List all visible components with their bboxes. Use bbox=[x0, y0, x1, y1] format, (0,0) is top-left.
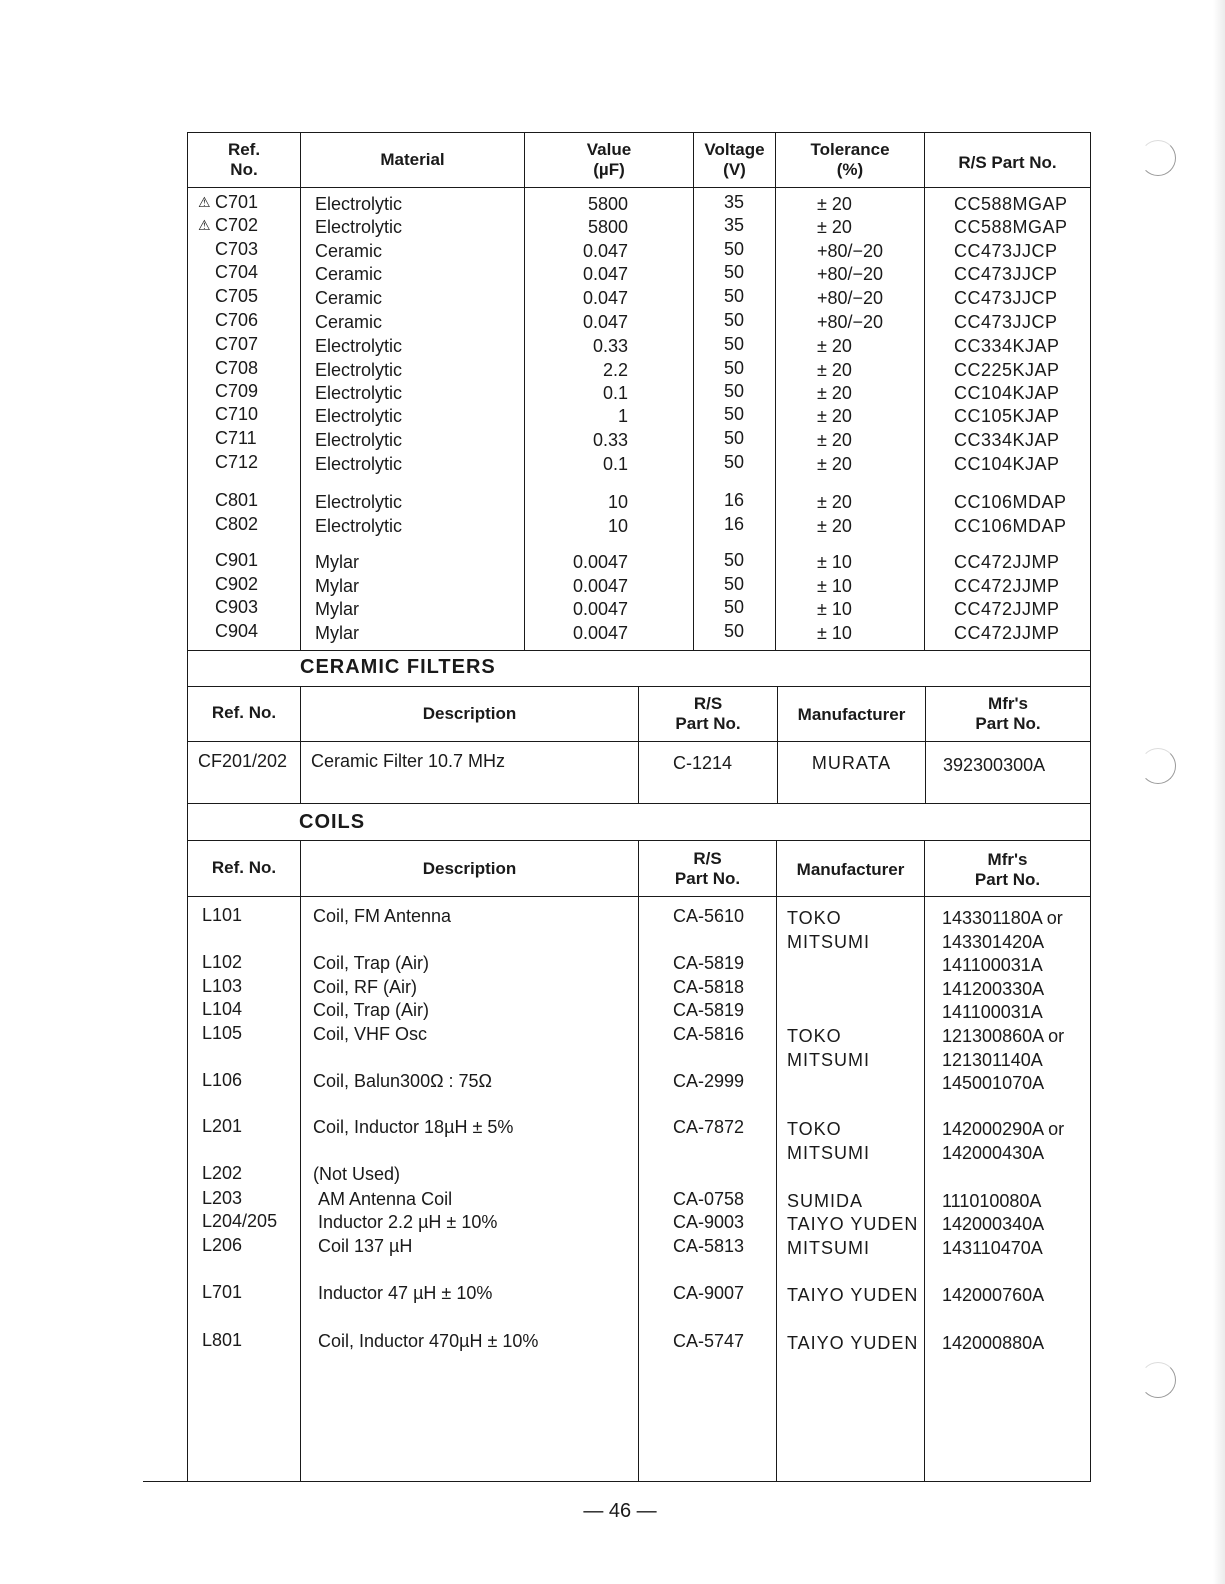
cap-voltage: 50 bbox=[723, 381, 745, 401]
cf-header-description: Description bbox=[422, 704, 517, 723]
coil-manufacturer: TOKO bbox=[787, 908, 842, 928]
cap-part-no: CC106MDAP bbox=[954, 492, 1067, 512]
coil-ref: L101 bbox=[202, 905, 243, 925]
header-material: Material bbox=[380, 150, 445, 169]
cf-header-ref-no: Ref. No. bbox=[211, 703, 277, 722]
cap-tolerance: ± 20 bbox=[817, 492, 852, 512]
cap-material: Mylar bbox=[315, 623, 359, 643]
cap-value: 10 bbox=[607, 516, 628, 536]
page-number: — 46 — bbox=[583, 1500, 657, 1522]
coil-part-no: CA-5813 bbox=[673, 1236, 745, 1256]
cap-voltage: 50 bbox=[723, 404, 745, 424]
coil-mfr-part-no: 142000290A or bbox=[942, 1119, 1065, 1139]
cap-ref: C701 bbox=[215, 192, 259, 212]
cf-header-manufacturer: Manufacturer bbox=[797, 705, 906, 724]
cap-voltage: 16 bbox=[723, 490, 745, 510]
coil-manufacturer: TAIYO YUDEN bbox=[787, 1333, 919, 1353]
cap-tolerance: ± 10 bbox=[817, 576, 852, 596]
cap-value: 0.047 bbox=[582, 312, 628, 332]
cap-voltage: 50 bbox=[723, 621, 745, 641]
coil-mfr-part-no: 141200330A bbox=[942, 979, 1045, 999]
coil-manufacturer: TOKO bbox=[787, 1119, 842, 1139]
section-title-ceramic-filters: CERAMIC FILTERS bbox=[300, 656, 496, 678]
cap-ref: C712 bbox=[215, 452, 259, 472]
page-edge-shadow bbox=[1213, 0, 1225, 1584]
coil-ref: L701 bbox=[202, 1282, 243, 1302]
coil-manufacturer: TAIYO YUDEN bbox=[787, 1285, 919, 1305]
coil-part-no: CA-7872 bbox=[673, 1117, 745, 1137]
coil-description: (Not Used) bbox=[313, 1164, 401, 1184]
cap-ref: C711 bbox=[215, 428, 257, 448]
cap-tolerance: ± 20 bbox=[817, 336, 852, 356]
cap-tolerance: +80/−20 bbox=[817, 241, 884, 261]
coil-mfr-part-no: 141100031A bbox=[942, 1002, 1043, 1022]
cap-part-no: CC472JJMP bbox=[954, 623, 1060, 643]
cap-part-no: CC473JJCP bbox=[954, 264, 1058, 284]
cap-ref: C708 bbox=[215, 358, 259, 378]
coil-ref: L204/205 bbox=[202, 1211, 278, 1231]
coil-header-description: Description bbox=[422, 859, 517, 878]
warning-triangle-icon: ⚠ bbox=[198, 217, 211, 233]
coil-description: Coil, Inductor 470µH ± 10% bbox=[318, 1331, 539, 1351]
cap-ref: C702 bbox=[215, 215, 259, 235]
cf-header-mfr-part-no: Mfr's Part No. bbox=[975, 694, 1041, 733]
cap-ref: C706 bbox=[215, 310, 259, 330]
cap-part-no: CC472JJMP bbox=[954, 552, 1060, 572]
coil-description: Coil 137 µH bbox=[318, 1236, 413, 1256]
binder-hole bbox=[1140, 1362, 1176, 1398]
coil-mfr-part-no: 111010080A bbox=[942, 1191, 1042, 1211]
cap-part-no: CC472JJMP bbox=[954, 576, 1060, 596]
cap-voltage: 35 bbox=[723, 215, 745, 235]
coil-description: Inductor 47 µH ± 10% bbox=[318, 1283, 493, 1303]
coil-mfr-part-no: 145001070A bbox=[942, 1073, 1045, 1093]
coil-header-ref-no: Ref. No. bbox=[211, 858, 277, 877]
binder-hole bbox=[1140, 140, 1176, 176]
cap-material: Electrolytic bbox=[315, 360, 403, 380]
cap-voltage: 50 bbox=[723, 574, 745, 594]
cap-ref: C802 bbox=[215, 514, 259, 534]
coil-part-no: CA-5819 bbox=[673, 1000, 745, 1020]
cap-part-no: CC104KJAP bbox=[954, 454, 1060, 474]
header-value: Value (µF) bbox=[586, 140, 632, 179]
cap-tolerance: ± 10 bbox=[817, 552, 852, 572]
cap-material: Electrolytic bbox=[315, 406, 403, 426]
cap-material: Electrolytic bbox=[315, 454, 403, 474]
coil-mfr-part-no: 143301420A bbox=[942, 932, 1045, 952]
coil-description: Coil, Balun300Ω : 75Ω bbox=[313, 1071, 493, 1091]
cap-tolerance: ± 20 bbox=[817, 516, 852, 536]
coil-header-manufacturer: Manufacturer bbox=[796, 860, 905, 879]
cap-material: Mylar bbox=[315, 552, 359, 572]
coil-manufacturer: MITSUMI bbox=[787, 1050, 870, 1070]
cap-ref: C703 bbox=[215, 239, 259, 259]
warning-triangle-icon: ⚠ bbox=[198, 194, 211, 210]
coil-ref: L203 bbox=[202, 1188, 243, 1208]
cap-material: Electrolytic bbox=[315, 194, 403, 214]
cap-value: 2.2 bbox=[602, 360, 628, 380]
cap-material: Mylar bbox=[315, 576, 359, 596]
coil-ref: L105 bbox=[202, 1023, 243, 1043]
coil-manufacturer: SUMIDA bbox=[787, 1191, 864, 1211]
cap-ref: C709 bbox=[215, 381, 259, 401]
cap-voltage: 50 bbox=[723, 334, 745, 354]
cap-voltage: 50 bbox=[723, 310, 745, 330]
coil-mfr-part-no: 121300860A or bbox=[942, 1026, 1065, 1046]
coil-description: Coil, RF (Air) bbox=[313, 977, 417, 997]
cap-voltage: 35 bbox=[723, 192, 745, 212]
cap-material: Electrolytic bbox=[315, 383, 403, 403]
cap-tolerance: ± 10 bbox=[817, 599, 852, 619]
coil-mfr-part-no: 142000340A bbox=[942, 1214, 1045, 1234]
cap-part-no: CC473JJCP bbox=[954, 312, 1058, 332]
coil-header-part-no: R/S Part No. bbox=[674, 849, 741, 888]
cap-ref: C705 bbox=[215, 286, 259, 306]
header-tolerance: Tolerance (%) bbox=[810, 140, 890, 179]
coil-part-no: CA-5818 bbox=[673, 977, 745, 997]
coil-ref: L206 bbox=[202, 1235, 243, 1255]
coil-mfr-part-no: 142000880A bbox=[942, 1333, 1045, 1353]
cap-tolerance: ± 20 bbox=[817, 406, 852, 426]
cap-part-no: CC334KJAP bbox=[954, 430, 1060, 450]
cap-ref: C710 bbox=[215, 404, 259, 424]
section-title-coils: COILS bbox=[299, 811, 366, 833]
coil-ref: L103 bbox=[202, 976, 243, 996]
cap-value: 0.1 bbox=[602, 383, 628, 403]
coil-mfr-part-no: 142000430A bbox=[942, 1143, 1045, 1163]
cap-value: 0.0047 bbox=[572, 576, 628, 596]
cf-ref: CF201/202 bbox=[198, 751, 288, 771]
cap-tolerance: ± 20 bbox=[817, 217, 852, 237]
cap-tolerance: +80/−20 bbox=[817, 288, 884, 308]
cap-part-no: CC225KJAP bbox=[954, 360, 1060, 380]
header-ref-no: Ref. No. bbox=[227, 140, 261, 179]
cap-part-no: CC472JJMP bbox=[954, 599, 1060, 619]
cap-part-no: CC473JJCP bbox=[954, 288, 1058, 308]
cap-material: Electrolytic bbox=[315, 492, 403, 512]
coil-description: Coil, Trap (Air) bbox=[313, 953, 430, 973]
cf-mfr-part-no: 392300300A bbox=[943, 755, 1046, 775]
cap-material: Electrolytic bbox=[315, 430, 403, 450]
cap-voltage: 50 bbox=[723, 597, 745, 617]
header-voltage: Voltage (V) bbox=[704, 140, 765, 179]
coil-manufacturer: TOKO bbox=[787, 1026, 842, 1046]
coil-ref: L801 bbox=[202, 1330, 243, 1350]
cap-value: 0.1 bbox=[602, 454, 628, 474]
cap-part-no: CC104KJAP bbox=[954, 383, 1060, 403]
cap-value: 0.0047 bbox=[572, 552, 628, 572]
cap-material: Ceramic bbox=[315, 312, 383, 332]
coil-part-no: CA-9003 bbox=[673, 1212, 745, 1232]
cap-value: 10 bbox=[607, 492, 628, 512]
coil-mfr-part-no: 143110470A bbox=[942, 1238, 1043, 1258]
cap-voltage: 50 bbox=[723, 286, 745, 306]
cap-part-no: CC334KJAP bbox=[954, 336, 1060, 356]
coil-part-no: CA-5610 bbox=[673, 906, 745, 926]
cap-part-no: CC473JJCP bbox=[954, 241, 1058, 261]
coil-part-no: CA-5816 bbox=[673, 1024, 745, 1044]
cap-ref: C901 bbox=[215, 550, 259, 570]
cap-tolerance: ± 20 bbox=[817, 454, 852, 474]
cap-ref: C902 bbox=[215, 574, 259, 594]
coil-description: Coil, VHF Osc bbox=[313, 1024, 428, 1044]
cap-part-no: CC105KJAP bbox=[954, 406, 1060, 426]
coil-ref: L102 bbox=[202, 952, 243, 972]
cap-value: 0.33 bbox=[592, 430, 628, 450]
cap-voltage: 50 bbox=[723, 452, 745, 472]
coil-ref: L106 bbox=[202, 1070, 243, 1090]
coil-part-no: CA-2999 bbox=[673, 1071, 745, 1091]
coil-ref: L202 bbox=[202, 1163, 243, 1183]
cap-ref: C801 bbox=[215, 490, 259, 510]
coil-part-no: CA-9007 bbox=[673, 1283, 745, 1303]
cf-description: Ceramic Filter 10.7 MHz bbox=[311, 751, 506, 771]
cap-tolerance: ± 20 bbox=[817, 360, 852, 380]
cap-voltage: 50 bbox=[723, 550, 745, 570]
cap-part-no: CC588MGAP bbox=[954, 194, 1068, 214]
cap-tolerance: ± 20 bbox=[817, 194, 852, 214]
cap-material: Electrolytic bbox=[315, 516, 403, 536]
coil-description: Coil, Inductor 18µH ± 5% bbox=[313, 1117, 514, 1137]
cap-tolerance: ± 20 bbox=[817, 430, 852, 450]
cap-ref: C904 bbox=[215, 621, 259, 641]
cap-value: 0.0047 bbox=[572, 623, 628, 643]
cap-part-no: CC588MGAP bbox=[954, 217, 1068, 237]
coil-description: Inductor 2.2 µH ± 10% bbox=[318, 1212, 498, 1232]
cap-part-no: CC106MDAP bbox=[954, 516, 1067, 536]
coil-ref: L104 bbox=[202, 999, 243, 1019]
cap-material: Electrolytic bbox=[315, 217, 403, 237]
cap-ref: C704 bbox=[215, 262, 259, 282]
cap-voltage: 50 bbox=[723, 358, 745, 378]
cap-tolerance: +80/−20 bbox=[817, 264, 884, 284]
cap-voltage: 50 bbox=[723, 428, 745, 448]
cap-tolerance: ± 20 bbox=[817, 383, 852, 403]
cap-value: 5800 bbox=[587, 194, 628, 214]
coil-manufacturer: TAIYO YUDEN bbox=[787, 1214, 919, 1234]
cap-value: 0.047 bbox=[582, 264, 628, 284]
binder-hole bbox=[1140, 748, 1176, 784]
cap-tolerance: +80/−20 bbox=[817, 312, 884, 332]
cap-value: 0.33 bbox=[592, 336, 628, 356]
coil-mfr-part-no: 143301180A or bbox=[942, 908, 1063, 928]
cap-material: Ceramic bbox=[315, 241, 383, 261]
cap-tolerance: ± 10 bbox=[817, 623, 852, 643]
coil-description: Coil, Trap (Air) bbox=[313, 1000, 430, 1020]
cap-value: 1 bbox=[617, 406, 628, 426]
coil-mfr-part-no: 141100031A bbox=[942, 955, 1043, 975]
coil-manufacturer: MITSUMI bbox=[787, 1238, 870, 1258]
cf-header-part-no: R/S Part No. bbox=[675, 694, 741, 733]
cap-voltage: 16 bbox=[723, 514, 745, 534]
coil-description: Coil, FM Antenna bbox=[313, 906, 452, 926]
cap-voltage: 50 bbox=[723, 239, 745, 259]
coil-part-no: CA-5819 bbox=[673, 953, 745, 973]
cap-material: Ceramic bbox=[315, 264, 383, 284]
header-part-no: R/S Part No. bbox=[958, 153, 1057, 172]
coil-part-no: CA-5747 bbox=[673, 1331, 745, 1351]
cap-ref: C903 bbox=[215, 597, 259, 617]
cap-value: 0.047 bbox=[582, 288, 628, 308]
coil-manufacturer: MITSUMI bbox=[787, 1143, 870, 1163]
cap-material: Electrolytic bbox=[315, 336, 403, 356]
cap-value: 0.0047 bbox=[572, 599, 628, 619]
cap-value: 5800 bbox=[587, 217, 628, 237]
coil-mfr-part-no: 121301140A bbox=[942, 1050, 1043, 1070]
coil-header-mfr-part-no: Mfr's Part No. bbox=[974, 850, 1041, 889]
cap-material: Mylar bbox=[315, 599, 359, 619]
coil-description: AM Antenna Coil bbox=[318, 1189, 453, 1209]
coil-mfr-part-no: 142000760A bbox=[942, 1285, 1045, 1305]
cap-value: 0.047 bbox=[582, 241, 628, 261]
cf-manufacturer: MURATA bbox=[811, 753, 892, 773]
cap-voltage: 50 bbox=[723, 262, 745, 282]
cf-part-no: C-1214 bbox=[673, 753, 733, 773]
coil-ref: L201 bbox=[202, 1116, 243, 1136]
cap-material: Ceramic bbox=[315, 288, 383, 308]
coil-part-no: CA-0758 bbox=[673, 1189, 745, 1209]
coil-manufacturer: MITSUMI bbox=[787, 932, 870, 952]
cap-ref: C707 bbox=[215, 334, 259, 354]
